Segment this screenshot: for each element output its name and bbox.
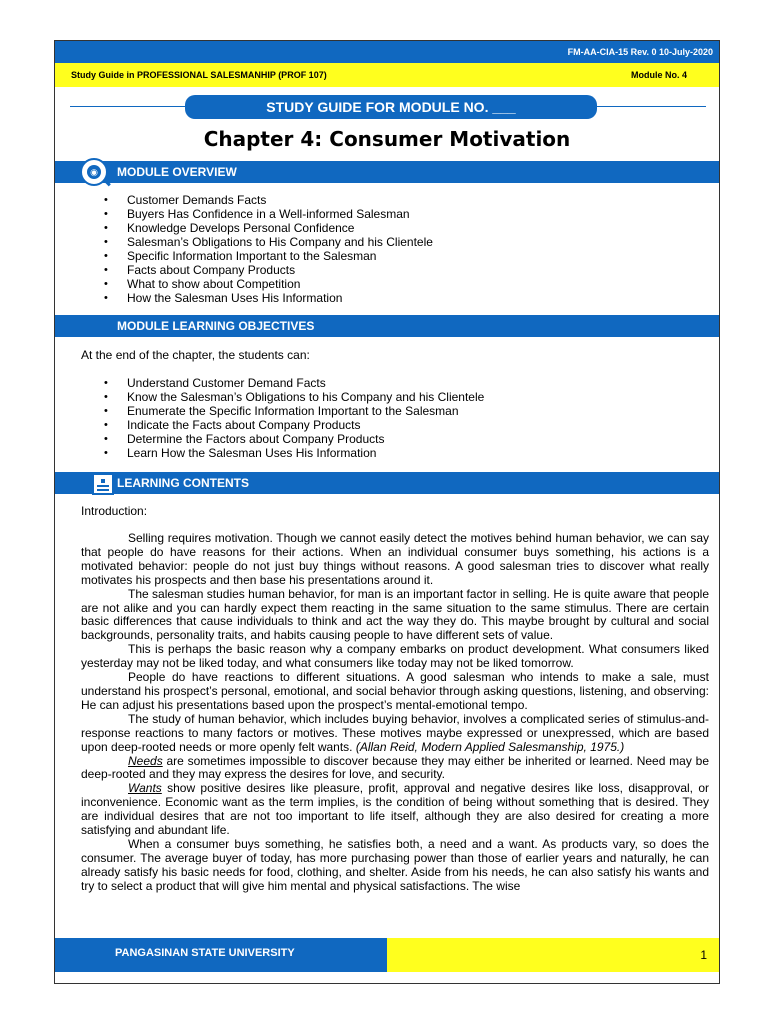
footer-university-bar [55, 938, 387, 972]
paragraph: People do have reactions to different situations. A good salesman who intends to make a sale, must understand his prospect’s personal, emotional, and social behavior through asking questions, listening, and observing: He can adjust his presentations based upon the prospect’s mental-emotional tempo. [81, 670, 709, 712]
citation: (Allan Reid, Modern Applied Salesmanship, 1975.) [355, 739, 625, 754]
paragraph-text: show positive desires like pleasure, profit, approval and negative desires like loss, disapproval, or inconvenience. Economic want as the term implies, is the condition of being without something that is desired. They are individual desires that are not too important to life itself, although they are also desired for creating a more satisfying and abundant life. [81, 781, 709, 838]
list-item: • Salesman’s Obligations to His Company and his Clientele [104, 235, 433, 249]
overview-list [104, 193, 433, 305]
list-item: • Customer Demands Facts [104, 193, 433, 207]
paragraph: The salesman studies human behavior, for man is an important factor in selling. He is quite aware that people are not alike and you can hardly expect them reacting in the same situation to the same stimulus. There are certain basic differences that cause individuals to think and act the way they do. This maybe brought by cultural and social backgrounds, personality traits, and habits causing people to have different sets of value. [81, 586, 709, 643]
footer-page-bar [387, 938, 719, 972]
section-title: LEARNING CONTENTS [117, 476, 249, 490]
paragraph: Selling requires motivation. Though we cannot easily detect the motives behind human behavior, we can say that people do have reasons for their actions. When an individual consumer buys something, his actions is a motivated behavior: people do not just buy things without reasons. A good salesman tries to discover what really motivates his prospects and then base his presentations around it. [81, 531, 709, 587]
list-item: • What to show about Competition [104, 277, 433, 291]
list-item: • Know the Salesman’s Obligations to his Company and his Clientele [104, 390, 484, 404]
paragraph-text: The study of human behavior, which includes buying behavior, involves a complicated series of stimulus-and-response reactions to many factors or motives. These motives maybe expressed or unexpressed, which are based upon deep-rooted needs or more openly felt wants. [81, 711, 709, 754]
section-title: MODULE OVERVIEW [117, 165, 237, 179]
list-item: • Indicate the Facts about Company Products [104, 418, 484, 432]
list-item: • Understand Customer Demand Facts [104, 376, 484, 390]
course-bar [55, 63, 719, 87]
list-item: • Determine the Factors about Company Products [104, 432, 484, 446]
paragraph [81, 755, 709, 783]
doc-code-bar [55, 41, 719, 63]
learning-objectives-header [55, 315, 719, 337]
list-item: • Buyers Has Confidence in a Well-informed Salesman [104, 207, 433, 221]
objectives-intro: At the end of the chapter, the students can: [81, 348, 310, 362]
paragraph [81, 782, 709, 838]
body-text [81, 532, 709, 894]
introduction-label: Introduction: [81, 504, 148, 518]
needs-term: Needs [128, 753, 163, 768]
list-item: • Specific Information Important to the Salesman [104, 249, 433, 263]
doc-code: FM-AA-CIA-15 Rev. 0 10-July-2020 [567, 47, 713, 57]
wants-term: Wants [128, 781, 162, 796]
paragraph: When a consumer buys something, he satisfies both, a need and a want. As products vary, so does the consumer. The average buyer of today, has more purchasing power than those of earlier years and naturally, he can already satisfy his basic needs for food, clothing, and shelter. Aside from his needs, he can also satisfy his wants and try to select a product that will give him mental and physical satisfactions. The wise [81, 836, 709, 893]
list-item: • How the Salesman Uses His Information [104, 291, 433, 305]
page-number: 1 [700, 948, 707, 962]
objectives-list [104, 376, 484, 460]
list-item: • Knowledge Develops Personal Confidence [104, 221, 433, 235]
study-guide-banner [185, 95, 597, 119]
paragraph [81, 713, 709, 755]
paragraph: This is perhaps the basic reason why a company embarks on product development. What consumers liked yesterday may not be liked today, and what consumers like today may not be liked tomorrow. [81, 642, 709, 671]
module-number: Module No. 4 [631, 70, 687, 80]
document-icon [92, 473, 114, 495]
magnifier-icon: ◉ [80, 158, 108, 186]
module-overview-header [55, 161, 719, 183]
chapter-title: Chapter 4: Consumer Motivation [203, 127, 571, 151]
section-title: MODULE LEARNING OBJECTIVES [117, 319, 315, 333]
learning-contents-header [55, 472, 719, 494]
study-guide-label: STUDY GUIDE FOR MODULE NO. ___ [266, 99, 516, 115]
paragraph-text: are sometimes impossible to discover because they may either be inherited or learned. Need may be deep-rooted and they may express the desires for love, and security. [81, 753, 709, 782]
course-title: Study Guide in PROFESSIONAL SALESMANHIP (PROF 107) [71, 70, 327, 80]
list-item: • Enumerate the Specific Information Important to the Salesman [104, 404, 484, 418]
list-item: • Facts about Company Products [104, 263, 433, 277]
list-item: • Learn How the Salesman Uses His Information [104, 446, 484, 460]
university-name: PANGASINAN STATE UNIVERSITY [115, 947, 295, 959]
